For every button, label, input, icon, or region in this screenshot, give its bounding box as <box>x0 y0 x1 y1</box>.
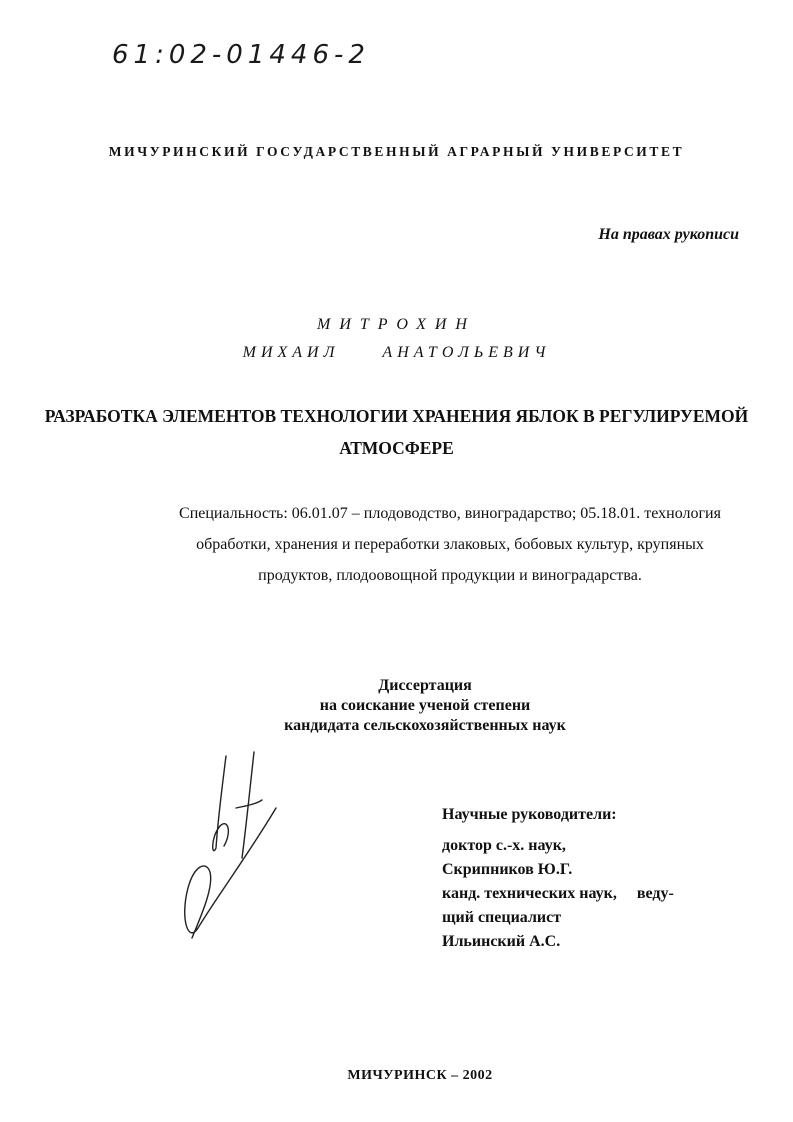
advisor-line: канд. технических наук, веду- <box>442 885 674 902</box>
advisor-line: щий специалист <box>442 909 562 926</box>
author-surname: МИТРОХИН <box>317 316 476 333</box>
university-name: МИЧУРИНСКИЙ ГОСУДАРСТВЕННЫЙ АГРАРНЫЙ УНИВЕРСИТЕТ <box>108 144 685 159</box>
author-given-names: МИХАИЛ АНАТОЛЬЕВИЧ <box>242 344 551 361</box>
city-year-footer: МИЧУРИНСК – 2002 <box>347 1068 493 1083</box>
dissertation-degree-block <box>0 676 793 736</box>
degree-purpose: на соискание ученой степени <box>319 697 531 714</box>
advisors-list <box>442 834 674 954</box>
advisor-line: доктор с.-х. наук, <box>442 837 566 854</box>
specialty-text: Специальность: 06.01.07 – плодоводство, виноградарство; 05.18.01. технология обработки, хранения и переработки злаковых, бобовых культур, крупяных продуктов, плодоовощной продукции и виноградарства. <box>179 505 721 584</box>
manuscript-rights-note: На правах рукописи <box>598 226 739 243</box>
advisor-line: Скрипников Ю.Г. <box>442 861 573 878</box>
degree-name: кандидата сельскохозяйственных наук <box>284 717 566 734</box>
dissertation-title: РАЗРАБОТКА ЭЛЕМЕНТОВ ТЕХНОЛОГИИ ХРАНЕНИЯ ЯБЛОК В РЕГУЛИРУЕМОЙ АТМОСФЕРЕ <box>44 406 749 458</box>
signature-handwritten <box>176 748 286 953</box>
archive-code-handwritten: 61:02-01446-2 <box>112 40 370 70</box>
advisors-heading: Научные руководители: <box>442 806 617 823</box>
advisor-line: Ильинский А.С. <box>442 933 561 950</box>
dissertation-label: Диссертация <box>378 677 472 694</box>
